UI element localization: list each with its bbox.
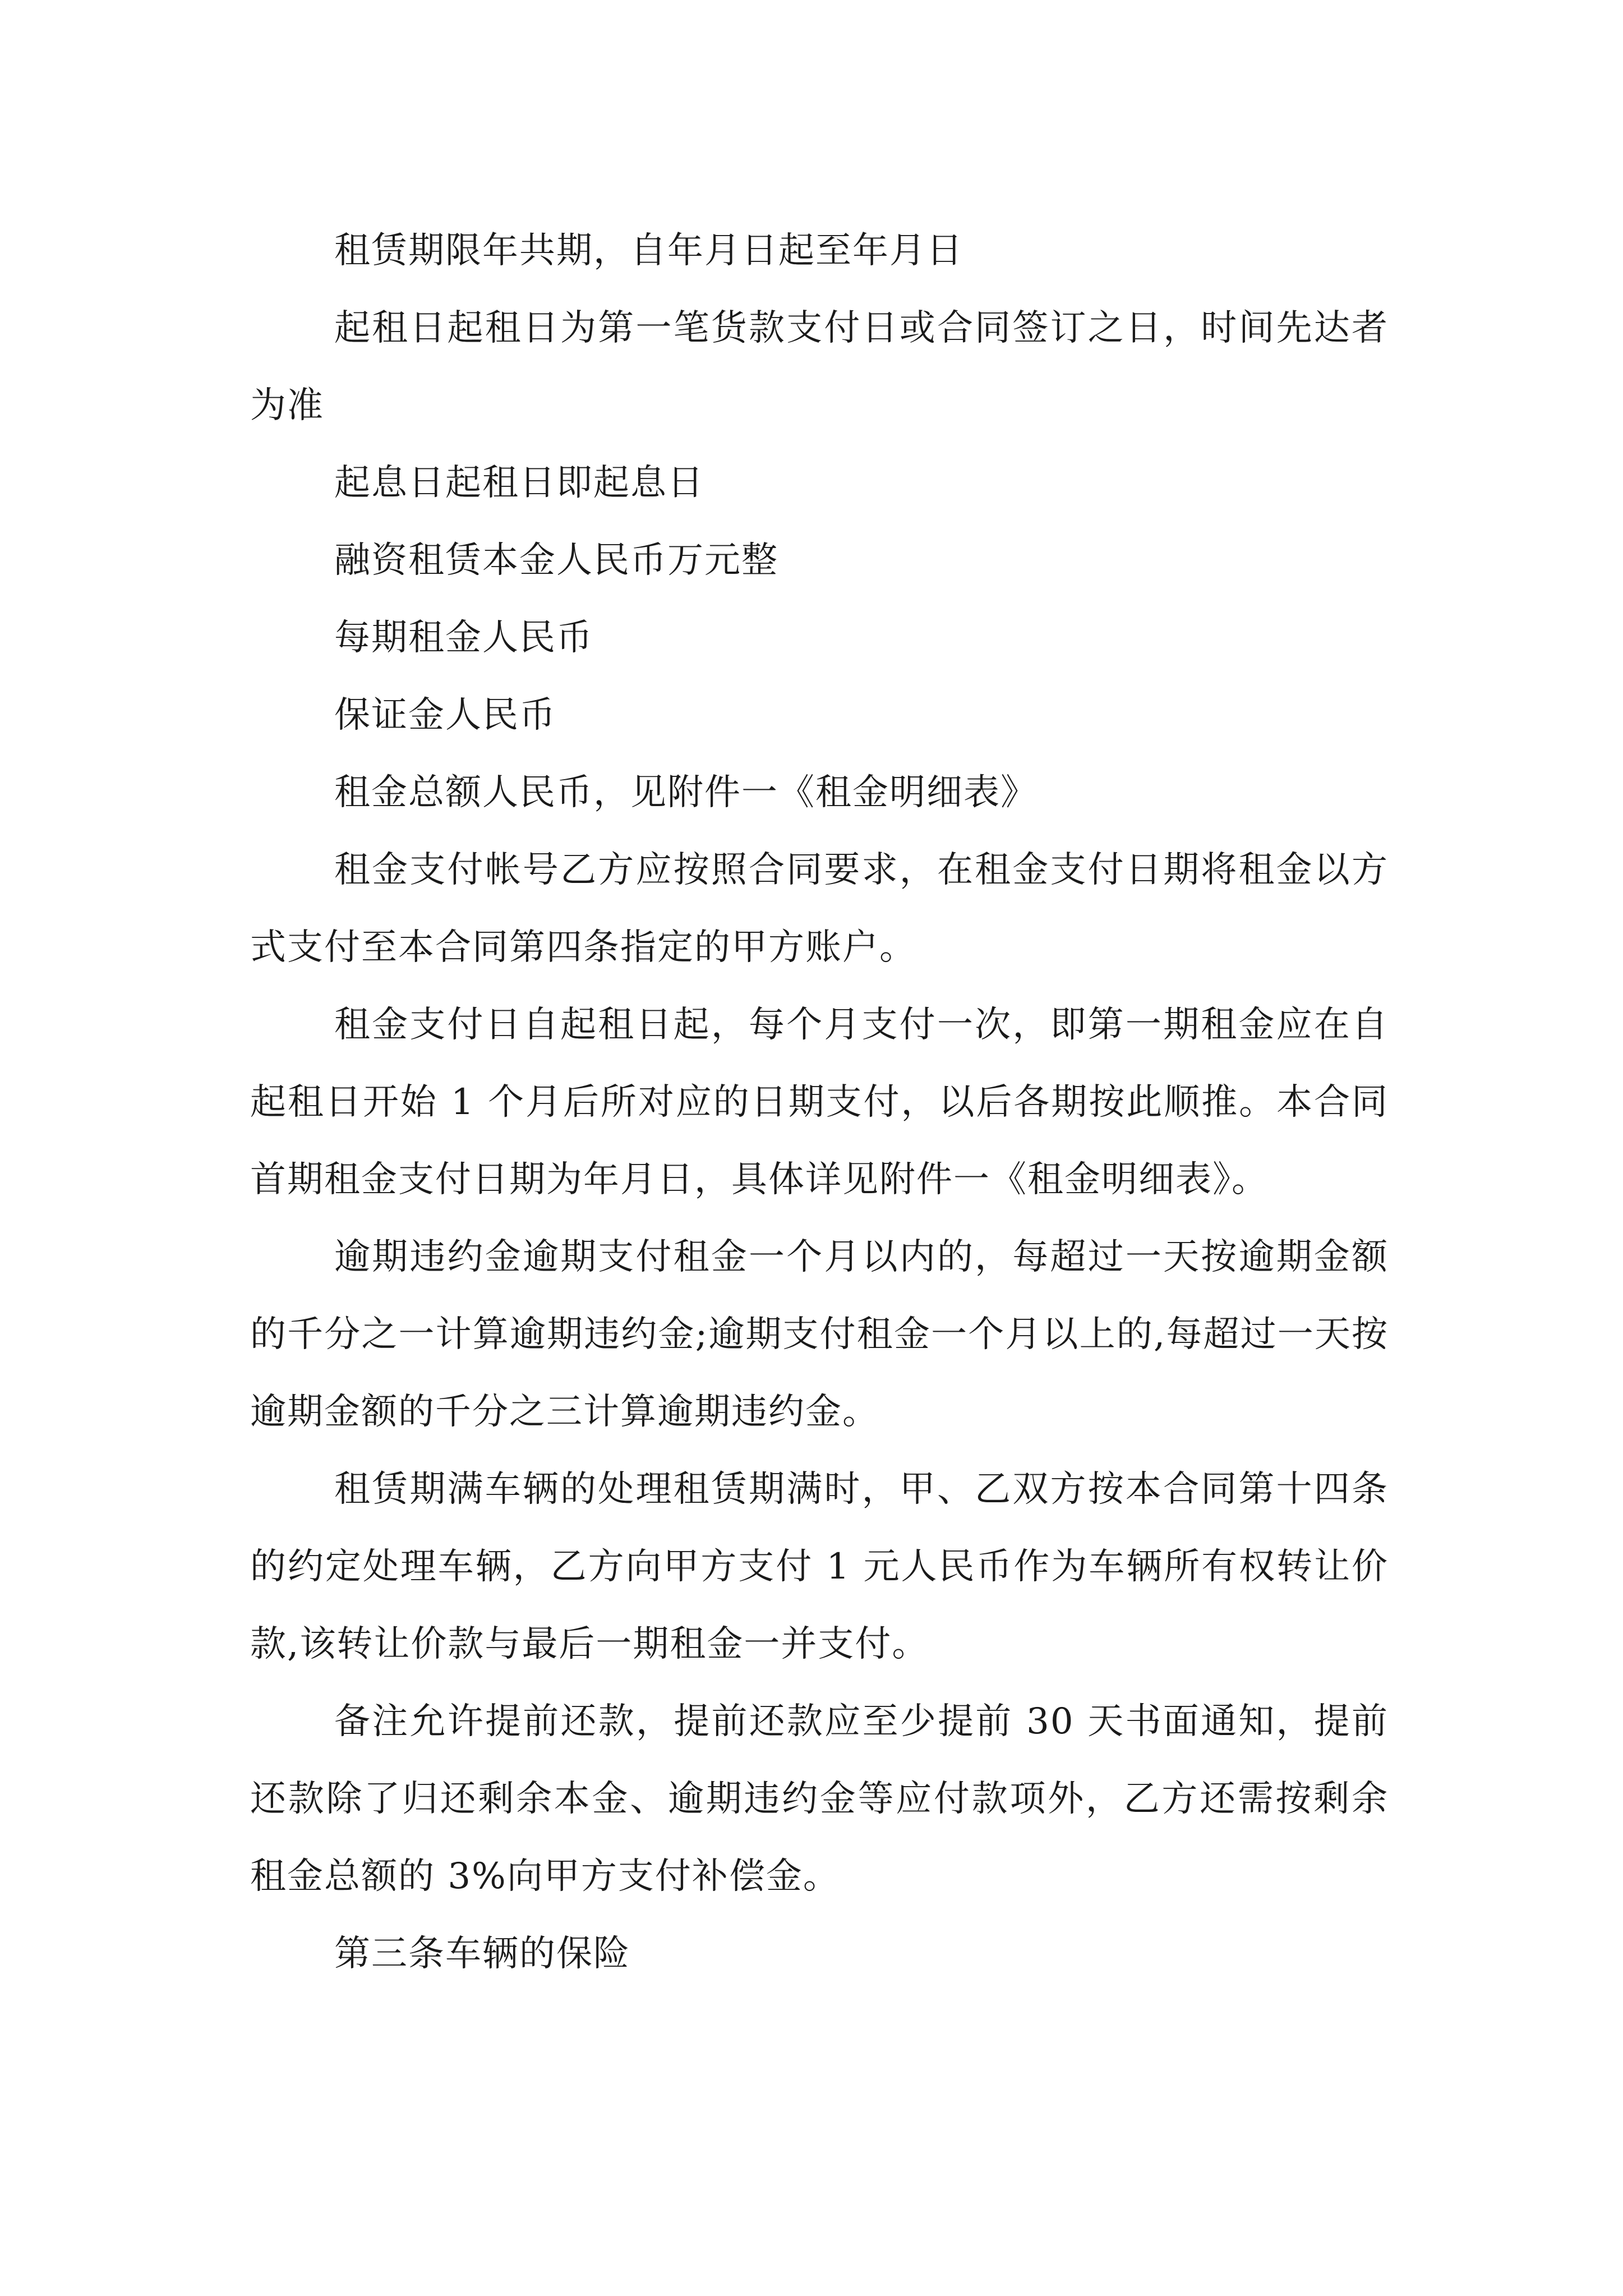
paragraph-rent-per-period: 每期租金人民币 [334,617,593,659]
paragraph-deposit: 保证金人民币 [334,694,556,736]
paragraph-lease-start-date: 起租日起租日为第一笔货款支付日或合同签订之日，时间先达者为准 [250,307,1389,426]
paragraph-principal: 融资租赁本金人民币万元整 [334,540,778,581]
document-body [250,212,1389,1993]
paragraph-payment-account: 租金支付帐号乙方应按照合同要求，在租金支付日期将租金以方式支付至本合同第四条指定的甲方账户。 [250,849,1389,968]
paragraph-lease-term: 租赁期限年共期，自年月日起至年月日 [334,230,963,272]
paragraph-remarks-prepayment: 备注允许提前还款，提前还款应至少提前 30 天书面通知，提前还款除了归还剩余本金、逾期违约金等应付款项外，乙方还需按剩余租金总额的 3%向甲方支付补偿金。 [250,1701,1389,1897]
paragraph-interest-start-date: 起息日起租日即起息日 [334,462,704,504]
paragraph-total-rent: 租金总额人民币，见附件一《租金明细表》 [334,772,1038,813]
paragraph-lease-end-handling: 租赁期满车辆的处理租赁期满时，甲、乙双方按本合同第十四条的约定处理车辆，乙方向甲方支付 1 元人民币作为车辆所有权转让价款,该转让价款与最后一期租金一并支付。 [250,1469,1389,1665]
paragraph-late-penalty: 逾期违约金逾期支付租金一个月以内的，每超过一天按逾期金额的千分之一计算逾期违约金;逾期支付租金一个月以上的,每超过一天按逾期金额的千分之三计算逾期违约金。 [250,1236,1389,1433]
section-heading-vehicle-insurance: 第三条车辆的保险 [334,1933,630,1975]
paragraph-payment-date: 租金支付日自起租日起，每个月支付一次，即第一期租金应在自起租日开始 1 个月后所对应的日期支付，以后各期按此顺推。本合同首期租金支付日期为年月日，具体详见附件一《租金明细表》。 [250,1004,1389,1200]
